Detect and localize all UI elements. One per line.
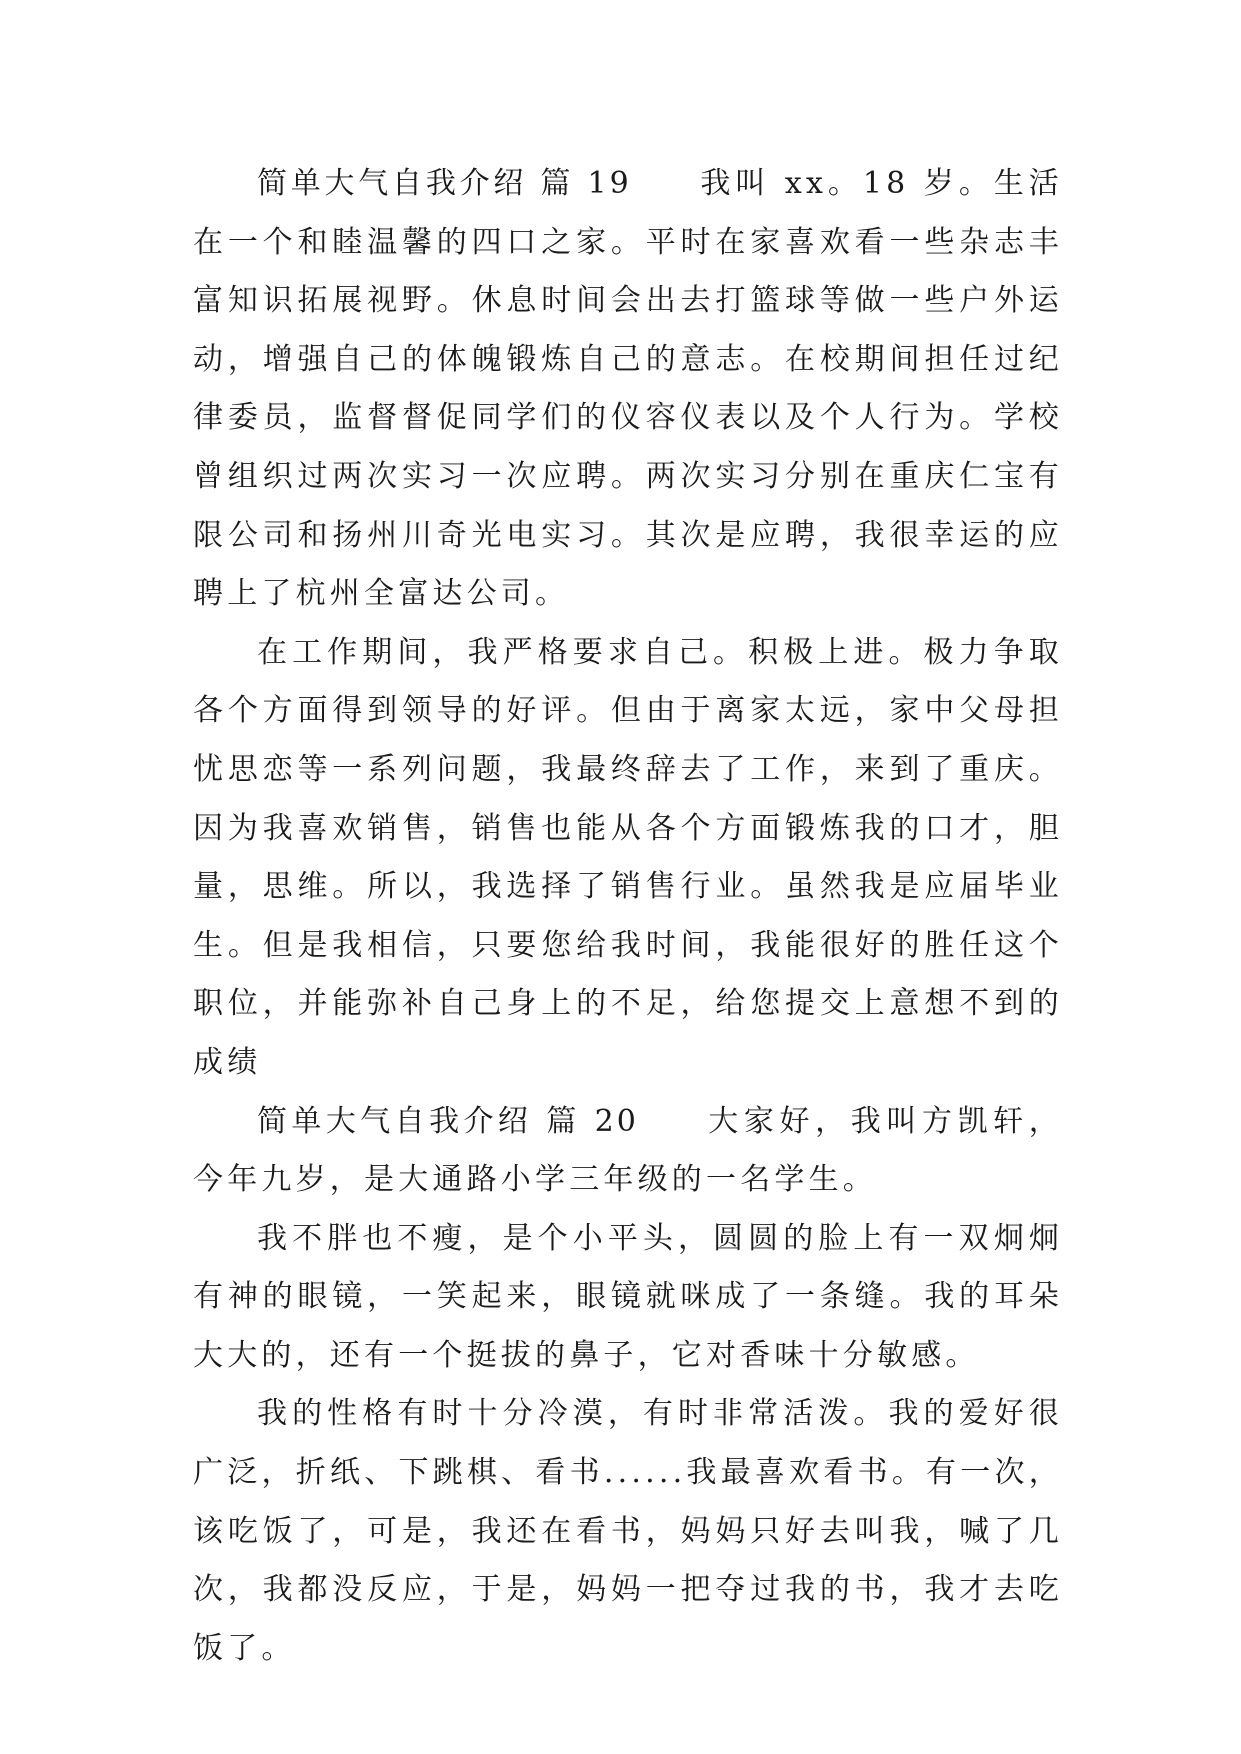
section-20-intro-paragraph [193, 1093, 1063, 1210]
section-19-intro-paragraph [193, 155, 1063, 624]
paragraph-text: 大家好，我叫方凯轩，今年九岁，是大通路小学三年级的一名学生。 [193, 1103, 1064, 1198]
section-heading-19: 简单大气自我介绍 篇 19 [257, 166, 632, 201]
section-19-paragraph-2: 在工作期间，我严格要求自己。积极上进。极力争取各个方面得到领导的好评。但由于离家太远，家中父母担忧思恋等一系列问题，我最终辞去了工作，来到了重庆。因为我喜欢销售，销售也能从各个方面锻炼我的口才，胆量，思维。所以，我选择了销售行业。虽然我是应届毕业生。但是我相信，只要您给我时间，我能很好的胜任这个职位，并能弥补自己身上的不足，给您提交上意想不到的成绩 [193, 634, 1063, 1080]
section-20-paragraph-3: 我的性格有时十分冷漠，有时非常活泼。我的爱好很广泛，折纸、下跳棋、看书......我最喜欢看书。有一次，该吃饭了，可是，我还在看书，妈妈只好去叫我，喊了几次，我都没反应，于是，妈妈一把夺过我的书，我才去吃饭了。 [193, 1396, 1063, 1666]
section-20-paragraph-2: 我不胖也不瘦，是个小平头，圆圆的脸上有一双炯炯有神的眼镜，一笑起来，眼镜就咪成了一条缝。我的耳朵大大的，还有一个挺拔的鼻子，它对香味十分敏感。 [193, 1220, 1063, 1373]
section-heading-20: 简单大气自我介绍 篇 20 [257, 1103, 639, 1139]
paragraph-text: 我叫 xx。18 岁。生活在一个和睦温馨的四口之家。平时在家喜欢看一些杂志丰富知识拓展视野。休息时间会出去打篮球等做一些户外运动，增强自己的体魄锻炼自己的意志。在校期间担任过纪律委员，监督督促同学们的仪容仪表以及个人行为。学校曾组织过两次实习一次应聘。两次实习分别在重庆仁宝有限公司和扬州川奇光电实习。其次是应聘，我很幸运的应聘上了杭州全富达公司。 [193, 166, 1064, 612]
document-page [193, 155, 1063, 1678]
